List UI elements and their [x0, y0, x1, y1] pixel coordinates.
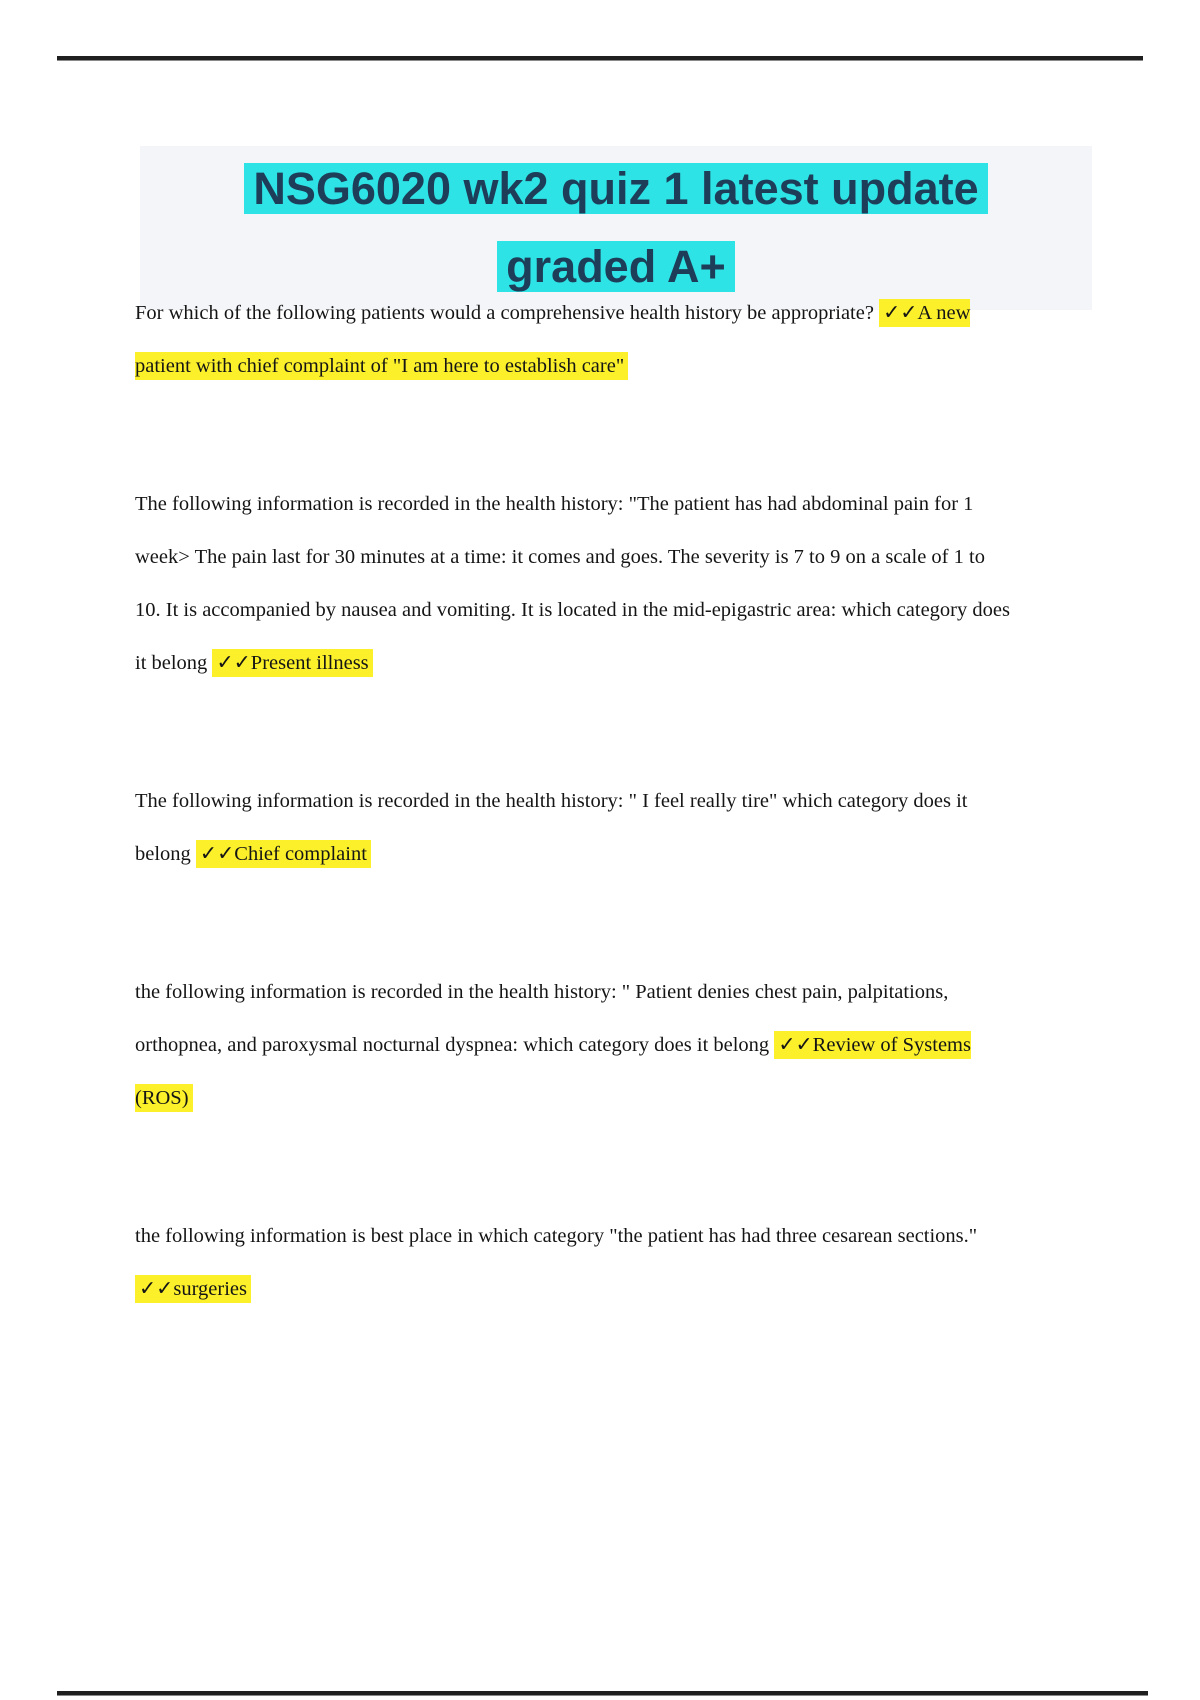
top-horizontal-rule: [57, 56, 1143, 61]
title-block: [140, 146, 1092, 310]
question-text: the following information is best place in which category "the patient has had three cesarean sections.": [135, 1225, 978, 1247]
qa-paragraph: [135, 1210, 1015, 1316]
title-highlight-1: NSG6020 wk2 quiz 1 latest update: [244, 163, 987, 214]
page-title-line-1: [244, 150, 987, 228]
question-text: The following information is recorded in the health history: " I feel really tire" which category does it belong: [135, 790, 968, 865]
qa-paragraph: [135, 966, 1015, 1125]
answer-highlight: ✓✓surgeries: [135, 1275, 251, 1303]
qa-paragraph: [135, 287, 1015, 393]
qa-list: [135, 287, 1015, 1401]
answer-highlight: ✓✓Present illness: [212, 649, 372, 677]
qa-paragraph: [135, 478, 1015, 690]
qa-paragraph: [135, 775, 1015, 881]
question-text: the following information is recorded in the health history: " Patient denies chest pain, palpitations, orthopnea, and paroxysmal nocturnal dyspnea: which category does it belong: [135, 981, 949, 1056]
question-text: The following information is recorded in the health history: "The patient has had abdominal pain for 1 week> The pain last for 30 minutes at a time: it comes and goes. The severity is 7 to 9 on a scale of 1 to 10. It is accompanied by nausea and vomiting. It is located in the mid-epigastric area: which category does it belong: [135, 493, 1010, 674]
answer-highlight: ✓✓Review of Systems (ROS): [135, 1031, 971, 1112]
bottom-horizontal-rule: [57, 1691, 1148, 1696]
answer-highlight: ✓✓A new patient with chief complaint of "I am here to establish care": [135, 299, 970, 380]
question-text: For which of the following patients would a comprehensive health history be appropriate?: [135, 302, 880, 324]
title-highlight-2: graded A+: [497, 241, 735, 292]
answer-highlight: ✓✓Chief complaint: [196, 840, 371, 868]
